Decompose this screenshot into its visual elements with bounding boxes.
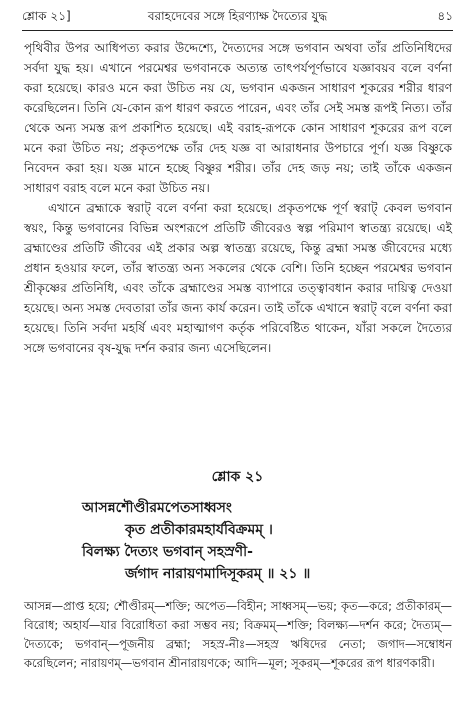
header-verse-reference: শ্লোক ২১]	[22, 9, 71, 23]
verse-line-3: বিলক্ষ্য দৈত্যং ভগবান্‌ সহস্রণী-	[82, 544, 253, 560]
page-number: ৪১	[437, 9, 453, 23]
purport-paragraph-2: এখানে ব্রহ্মাকে স্বরাট্‌ বলে বর্ণনা করা হয়েছে। প্রকৃতপক্ষে পূর্ণ স্বরাট্‌ কেবল ভগবান স্বয়ং, কিন্তু ভগবানের বিভিন্ন অংশরূপে প্রতিটি জীবেরও স্বল্প পরিমাণ স্বাতন্ত্র্য রয়েছে। এই ব্রহ্মাণ্ডের প্রতিটি জীবের এই প্রকার অল্প স্বাতন্ত্র্য রয়েছে, কিন্তু ব্রহ্মা সমস্ত জীবেদের মধ্যে প্রধান হওয়ার ফলে, তাঁর স্বাতন্ত্র্য অন্য সকলের থেকে বেশি। তিনি হচ্ছেন পরমেশ্বর ভগবান শ্রীকৃষ্ণের প্রতিনিধি, এবং তাঁকে ব্রহ্মাণ্ডের সমস্ত ব্যাপারে তত্ত্বাবধান করার দায়িত্ব দেওয়া হয়েছে। অন্য সমস্ত দেবতারা তাঁর জন্য কার্য করেন। তাই তাঁকে এখানে স্বরাট্‌ বলে বর্ণনা করা হয়েছে। তিনি সর্বদা মহর্ষি এবং মহাত্মাগণ কর্তৃক পরিবেষ্টিত থাকেন, যাঁরা সকলে দৈত্যের সঙ্গে ভগবানের বৃষ-যুদ্ধ দর্শন করার জন্য এসেছিলেন।	[24, 201, 452, 355]
verse-block	[0, 465, 475, 585]
verse-number: শ্লোক ২১	[211, 469, 264, 485]
header-divider	[22, 30, 453, 31]
purport-paragraph-1: পৃথিবীর উপর আধিপত্য করার উদ্দেশ্যে, দৈত্যদের সঙ্গে ভগবান অথবা তাঁর প্রতিনিধিদের সর্বদা যুদ্ধ হয়। এখানে পরমেশ্বর ভগবানকে অত্যন্ত তাৎপর্যপূর্ণভাবে যজ্ঞাবয়ব বলে বর্ণনা করা হয়েছে। কারও মনে করা উচিত নয় যে, ভগবান একজন সাধারণ শূকরের শরীর ধারণ করেছিলেন। তিনি যে-কোন রূপ ধারণ করতে পারেন, এবং তাঁর সেই সমস্ত রূপই নিত্য। তাঁর থেকে অন্য সমস্ত রূপ প্রকাশিত হয়েছে। এই বরাহ-রূপকে কোন সাধারণ শূকরের রূপ বলে মনে করা উচিত নয়; প্রকৃতপক্ষে তাঁর দেহ যজ্ঞ বা আরাধনার উপচারে পূর্ণ। যজ্ঞ বিষ্ণুকে নিবেদন করা হয়। যজ্ঞ মানে হচ্ছে বিষ্ণুর শরীর। তাঁর দেহ জড় নয়; তাই তাঁকে একজন সাধারণ বরাহ বলে মনে করা উচিত নয়।	[24, 41, 452, 195]
word-synonyms: আসন্ন—প্রাপ্ত হয়ে; শৌণ্ডীরম্‌—শক্তি; অপেত—বিহীন; সাধ্বসম্‌—ভয়; কৃত—করে; প্রতীকারম্‌—বিরোধ; অহার্য—যার বিরোধিতা করা সম্ভব নয়; বিক্রমম্‌—শক্তি; বিলক্ষ্য—দর্শন করে; দৈত্যম্‌—দৈত্যকে; ভগবান্‌—পূজনীয় ব্রহ্মা; সহস্র-নীঃ—সহস্র ঋষিদের নেতা; জগাদ—সম্বোধন করেছিলেন; নারায়ণম্‌—ভগবান শ্রীনারায়ণকে; আদি—মূল; সূকরম্‌—শূকরের রূপ ধারণকারী।	[24, 599, 452, 670]
verse-line-4: র্জগাদ নারায়ণমাদিসূকরম্‌ ॥ ২১ ॥	[125, 566, 311, 582]
verse-line-1: আসন্নশৌণ্ডীরমপেতসাধ্বসং	[82, 500, 232, 516]
purport-text	[24, 38, 452, 358]
running-header	[22, 8, 453, 30]
header-chapter-title: বরাহদেবের সঙ্গে হিরণ্যাক্ষ দৈত্যের যুদ্ধ	[147, 9, 328, 23]
verse-line-2: কৃত প্রতীকারমহার্যবিক্রমম্‌ ।	[125, 522, 273, 538]
